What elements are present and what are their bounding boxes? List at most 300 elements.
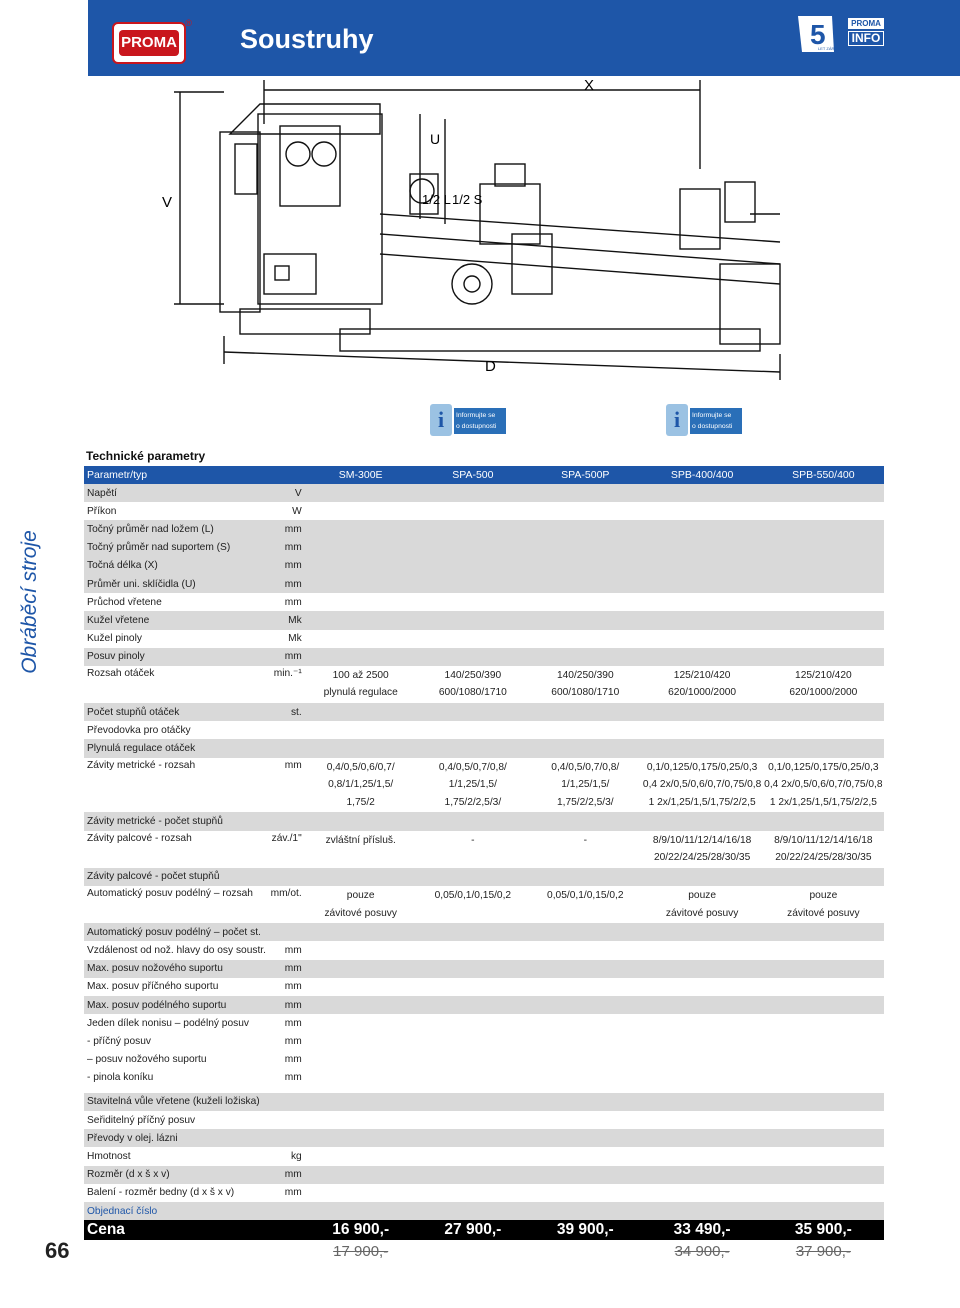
cell-line: pouze (346, 889, 375, 901)
param-value (763, 1147, 884, 1165)
param-label: Kužel vřetene (84, 611, 266, 629)
param-value (529, 996, 641, 1014)
category-label: Obráběcí stroje (18, 530, 41, 674)
param-value (529, 1111, 641, 1129)
param-value (529, 868, 641, 886)
table-row (84, 721, 884, 739)
param-value (763, 502, 884, 520)
cell-line: 620/1000/2000 (789, 687, 858, 699)
table-row (84, 996, 884, 1014)
param-value (417, 575, 529, 593)
param-unit: mm (266, 1014, 305, 1032)
table-row (84, 1202, 884, 1220)
label-u: U (430, 131, 441, 147)
cell-line (417, 905, 529, 923)
param-value (763, 666, 884, 703)
cell-line: - (583, 834, 587, 846)
param-value (763, 886, 884, 923)
param-value (529, 575, 641, 593)
param-value (642, 557, 763, 575)
param-value (305, 1166, 417, 1184)
header-cell: SM-300E (305, 466, 417, 484)
param-value (642, 648, 763, 666)
param-unit (266, 1093, 305, 1111)
cell-line: 620/1000/2000 (668, 687, 737, 699)
param-value (417, 1202, 529, 1220)
param-value (305, 1129, 417, 1147)
param-value (763, 484, 884, 502)
param-value (417, 978, 529, 996)
param-unit: mm (266, 758, 305, 813)
availability-info-text-1: Informujte se o dostupnosti (454, 408, 506, 434)
param-value (529, 960, 641, 978)
param-value (763, 611, 884, 629)
info-logo-top: PROMA (848, 18, 884, 29)
cell-line (417, 849, 529, 867)
param-value (305, 996, 417, 1014)
param-label: Průměr uni. sklíčidla (U) (84, 575, 266, 593)
param-label: Hmotnost (84, 1147, 266, 1165)
cell-line: závitové posuvy (324, 907, 397, 919)
param-value (305, 1184, 417, 1202)
cell-line: 1,75/2/2,5/3/ (444, 796, 502, 808)
header-cell: SPA-500 (417, 466, 529, 484)
table-body (84, 484, 884, 1262)
param-value (417, 1184, 529, 1202)
param-label: Jeden dílek nonisu – podélný posuv (84, 1014, 266, 1032)
cell-line: 1/1,25/1,5/ (561, 779, 610, 791)
param-label: Automatický posuv podélný – počet st. (84, 923, 266, 941)
param-value (763, 978, 884, 996)
param-label: Posuv pinoly (84, 648, 266, 666)
param-label: Kužel pinoly (84, 630, 266, 648)
param-value (305, 1069, 417, 1087)
param-label: Napětí (84, 484, 266, 502)
price-value: 16 900,- (305, 1220, 417, 1240)
param-value (305, 923, 417, 941)
table-row (84, 1032, 884, 1050)
cell-line: zvláštní přísluš. (325, 834, 396, 846)
table-row (84, 502, 884, 520)
param-value (305, 941, 417, 959)
param-unit (266, 1111, 305, 1129)
param-value (529, 1184, 641, 1202)
table-row (84, 1050, 884, 1068)
param-value (529, 1147, 641, 1165)
param-value (642, 630, 763, 648)
param-value (763, 868, 884, 886)
old-price-spacer (84, 1240, 305, 1262)
param-value (763, 721, 884, 739)
table-row (84, 868, 884, 886)
spec-table (84, 466, 884, 1262)
param-unit: st. (266, 703, 305, 721)
param-value (529, 1050, 641, 1068)
table-row (84, 703, 884, 721)
param-value (529, 978, 641, 996)
param-value (417, 758, 529, 813)
cell-line: 0,4/0,5/0,7/0,8/ (551, 761, 620, 773)
param-value (305, 1111, 417, 1129)
param-value (417, 630, 529, 648)
cell-line: 125/210/420 (795, 669, 852, 681)
cell-line: 1/1,25/1,5/ (448, 779, 497, 791)
param-value (417, 960, 529, 978)
table-row (84, 960, 884, 978)
param-value (642, 941, 763, 959)
cell-line (305, 849, 417, 867)
cell-line (529, 905, 641, 923)
param-label: Rozměr (d x š x v) (84, 1166, 266, 1184)
cell-line: 1 2x/1,25/1,5/1,75/2/2,5 (648, 796, 756, 808)
param-value (529, 703, 641, 721)
availability-info-button-1[interactable] (428, 404, 508, 438)
param-unit (266, 739, 305, 757)
param-unit: mm (266, 1032, 305, 1050)
table-row (84, 758, 884, 813)
param-value (763, 1032, 884, 1050)
cell-line: 1,75/2/2,5/3/ (556, 796, 614, 808)
param-value (417, 1050, 529, 1068)
param-unit: mm (266, 575, 305, 593)
price-value: 33 490,- (642, 1220, 763, 1240)
availability-info-text-2: Informujte se o dostupnosti (690, 408, 742, 434)
param-value (417, 502, 529, 520)
param-value (763, 758, 884, 813)
cell-line: 0,4 2x/0,5/0,6/0,7/0,75/0,8 (642, 779, 762, 791)
param-value (642, 502, 763, 520)
param-value (305, 593, 417, 611)
param-value (763, 575, 884, 593)
param-value (642, 886, 763, 923)
param-value (529, 502, 641, 520)
param-value (529, 721, 641, 739)
param-value (763, 1202, 884, 1220)
param-value (642, 575, 763, 593)
cell-line: 125/210/420 (673, 669, 731, 681)
param-unit: Mk (266, 611, 305, 629)
price-label: Cena (84, 1220, 305, 1240)
param-value (305, 1014, 417, 1032)
param-value (763, 923, 884, 941)
param-value (417, 721, 529, 739)
param-value (417, 739, 529, 757)
old-price-value (417, 1240, 529, 1262)
param-value (642, 721, 763, 739)
param-label: Závity palcové - počet stupňů (84, 868, 266, 886)
param-value (417, 484, 529, 502)
param-value (642, 831, 763, 868)
param-value (305, 703, 417, 721)
param-unit: kg (266, 1147, 305, 1165)
warranty-badge-icon (796, 14, 843, 54)
param-value (529, 831, 641, 868)
param-value (529, 1166, 641, 1184)
cell-line: 20/22/24/25/28/30/35 (653, 852, 751, 864)
param-value (529, 941, 641, 959)
param-value (417, 1014, 529, 1032)
param-value (305, 484, 417, 502)
param-label: Vzdálenost od nož. hlavy do osy soustr. (84, 941, 266, 959)
param-value (417, 1093, 529, 1111)
table-row (84, 831, 884, 868)
old-price-value: 37 900,- (795, 1242, 851, 1260)
table-row (84, 1184, 884, 1202)
cell-line: závitové posuvy (665, 907, 739, 919)
param-value (417, 1111, 529, 1129)
param-value (305, 1093, 417, 1111)
table-row (84, 666, 884, 703)
table-row (84, 1111, 884, 1129)
lathe-drawing (140, 74, 820, 382)
param-unit (266, 923, 305, 941)
param-value (417, 666, 529, 703)
cell-line: 0,1/0,125/0,175/0,25/0,3 (646, 761, 758, 773)
label-x: X (584, 77, 595, 94)
cell-line: 600/1080/1710 (438, 687, 507, 699)
param-label: Točná délka (X) (84, 557, 266, 575)
table-row (84, 923, 884, 941)
param-value (417, 1166, 529, 1184)
param-value (305, 868, 417, 886)
param-value (417, 703, 529, 721)
param-value (417, 1129, 529, 1147)
param-value (305, 557, 417, 575)
param-value (642, 812, 763, 830)
param-value (305, 1202, 417, 1220)
param-label: Točný průměr nad suportem (S) (84, 539, 266, 557)
param-value (642, 539, 763, 557)
param-label: - pinola koníku (84, 1069, 266, 1087)
param-value (305, 1032, 417, 1050)
param-value (417, 886, 529, 923)
param-value (763, 831, 884, 868)
param-value (305, 978, 417, 996)
cell-line (529, 849, 641, 867)
param-value (417, 520, 529, 538)
param-value (529, 812, 641, 830)
param-unit (266, 1129, 305, 1147)
param-value (763, 739, 884, 757)
param-value (763, 630, 884, 648)
cell-line: 1 2x/1,25/1,5/1,75/2/2,5 (769, 796, 877, 808)
cell-line: 1,75/2 (346, 796, 375, 808)
param-value (529, 886, 641, 923)
old-price-row (84, 1240, 884, 1262)
param-value (642, 1014, 763, 1032)
param-value (642, 1147, 763, 1165)
param-unit: mm (266, 593, 305, 611)
cell-line: 0,8/1/1,25/1,5/ (328, 779, 394, 791)
param-value (529, 1014, 641, 1032)
param-label: Stavitelná vůle vřetene (kuželi ložiska) (84, 1093, 266, 1111)
param-unit: mm (266, 996, 305, 1014)
cell-line: pouze (688, 889, 716, 901)
param-value (305, 758, 417, 813)
param-value (642, 1050, 763, 1068)
param-value (529, 1129, 641, 1147)
param-value (642, 484, 763, 502)
param-value (305, 666, 417, 703)
cell-line: 0,05/0,1/0,15/0,2 (434, 889, 512, 901)
cell-line: 8/9/10/11/12/14/16/18 (652, 834, 752, 846)
cell-line: plynulá regulace (323, 687, 398, 699)
param-label: Příkon (84, 502, 266, 520)
param-label: Převodovka pro otáčky (84, 721, 266, 739)
page-number: 66 (45, 1238, 70, 1263)
table-row (84, 739, 884, 757)
param-value (642, 868, 763, 886)
param-value (763, 1093, 884, 1111)
param-value (642, 1111, 763, 1129)
param-value (305, 960, 417, 978)
param-label: Převody v olej. lázni (84, 1129, 266, 1147)
param-value (529, 611, 641, 629)
param-value (417, 648, 529, 666)
table-row (84, 520, 884, 538)
table-row (84, 611, 884, 629)
section-title: Technické parametry (86, 449, 206, 463)
table-row (84, 648, 884, 666)
param-value (642, 739, 763, 757)
param-value (305, 539, 417, 557)
param-unit (266, 1202, 305, 1220)
cell-line: 0,4/0,5/0,6/0,7/ (326, 761, 395, 773)
param-label: Točný průměr nad ložem (L) (84, 520, 266, 538)
param-value (417, 557, 529, 575)
param-value (642, 960, 763, 978)
param-value (417, 812, 529, 830)
param-value (642, 758, 763, 813)
param-unit: mm (266, 1069, 305, 1087)
param-value (763, 996, 884, 1014)
param-value (305, 1147, 417, 1165)
param-value (642, 1166, 763, 1184)
param-value (763, 539, 884, 557)
cell-line: 20/22/24/25/28/30/35 (775, 852, 872, 864)
old-price-value (529, 1240, 641, 1262)
param-value (642, 1129, 763, 1147)
header-cell: SPB-400/400 (642, 466, 763, 484)
param-unit: mm (266, 520, 305, 538)
param-label: Max. posuv nožového suportu (84, 960, 266, 978)
table-header-row (84, 466, 884, 484)
cell-line: 8/9/10/11/12/14/16/18 (774, 834, 873, 846)
cell-line: 140/250/390 (444, 669, 502, 681)
price-row (84, 1220, 884, 1240)
cell-line: 0,4/0,5/0,7/0,8/ (438, 761, 507, 773)
cell-line: 0,1/0,125/0,175/0,25/0,3 (768, 761, 879, 773)
param-value (763, 520, 884, 538)
page-title: Soustruhy (240, 24, 374, 54)
param-value (529, 484, 641, 502)
cell-line: 600/1080/1710 (551, 687, 620, 699)
param-value (642, 996, 763, 1014)
header-cell: SPA-500P (529, 466, 641, 484)
param-label: Závity metrické - počet stupňů (84, 812, 266, 830)
param-label: Průchod vřetene (84, 593, 266, 611)
param-unit: W (266, 502, 305, 520)
param-value (529, 1069, 641, 1087)
param-value (305, 502, 417, 520)
param-unit (266, 868, 305, 886)
info-icon: i (430, 404, 452, 436)
param-value (642, 1032, 763, 1050)
param-label: Seřiditelný příčný posuv (84, 1111, 266, 1129)
param-value (305, 630, 417, 648)
param-value (529, 666, 641, 703)
param-label: Závity metrické - rozsah (84, 758, 266, 813)
cell-line: závitové posuvy (787, 907, 860, 919)
param-label: Max. posuv podélného suportu (84, 996, 266, 1014)
table-row (84, 630, 884, 648)
param-unit: mm (266, 978, 305, 996)
table-row (84, 1166, 884, 1184)
param-value (763, 1184, 884, 1202)
param-value (763, 1050, 884, 1068)
param-value (763, 812, 884, 830)
label-s: 1/2 S (452, 192, 483, 207)
table-row (84, 886, 884, 923)
param-label: Max. posuv příčného suportu (84, 978, 266, 996)
param-value (417, 1147, 529, 1165)
param-unit: V (266, 484, 305, 502)
param-value (642, 520, 763, 538)
param-unit: mm (266, 1050, 305, 1068)
param-value (763, 1166, 884, 1184)
cell-line: pouze (809, 889, 838, 901)
param-value (417, 831, 529, 868)
param-value (642, 703, 763, 721)
param-value (642, 1184, 763, 1202)
param-value (305, 886, 417, 923)
table-row (84, 1129, 884, 1147)
param-unit (266, 721, 305, 739)
param-value (763, 941, 884, 959)
cell-line: 100 až 2500 (332, 669, 389, 681)
proma-logo-text: PROMA (119, 30, 179, 56)
info-logo-bottom: INFO (848, 31, 884, 46)
header-cell: Parametr/typ (84, 466, 305, 484)
table-row (84, 1069, 884, 1087)
warranty-badge-text: LET ZÁRUKA (818, 46, 843, 51)
param-unit: mm (266, 539, 305, 557)
param-label: Objednací číslo (84, 1202, 266, 1220)
param-value (417, 1032, 529, 1050)
info-icon: i (666, 404, 688, 436)
param-label: – posuv nožového suportu (84, 1050, 266, 1068)
param-value (305, 520, 417, 538)
table-row (84, 1093, 884, 1111)
label-v: V (162, 194, 173, 211)
param-value (305, 831, 417, 868)
param-value (529, 539, 641, 557)
param-label: Závity palcové - rozsah (84, 831, 266, 868)
param-value (529, 1032, 641, 1050)
param-unit: záv./1" (266, 831, 305, 868)
param-value (529, 557, 641, 575)
table-row (84, 1147, 884, 1165)
param-label: Rozsah otáček (84, 666, 266, 703)
param-value (529, 739, 641, 757)
table-row (84, 1014, 884, 1032)
param-value (417, 539, 529, 557)
param-value (417, 996, 529, 1014)
param-value (417, 868, 529, 886)
registered-mark-icon: ® (185, 18, 192, 28)
label-l: 1/2 L (422, 192, 451, 207)
availability-info-button-2[interactable] (664, 404, 744, 438)
